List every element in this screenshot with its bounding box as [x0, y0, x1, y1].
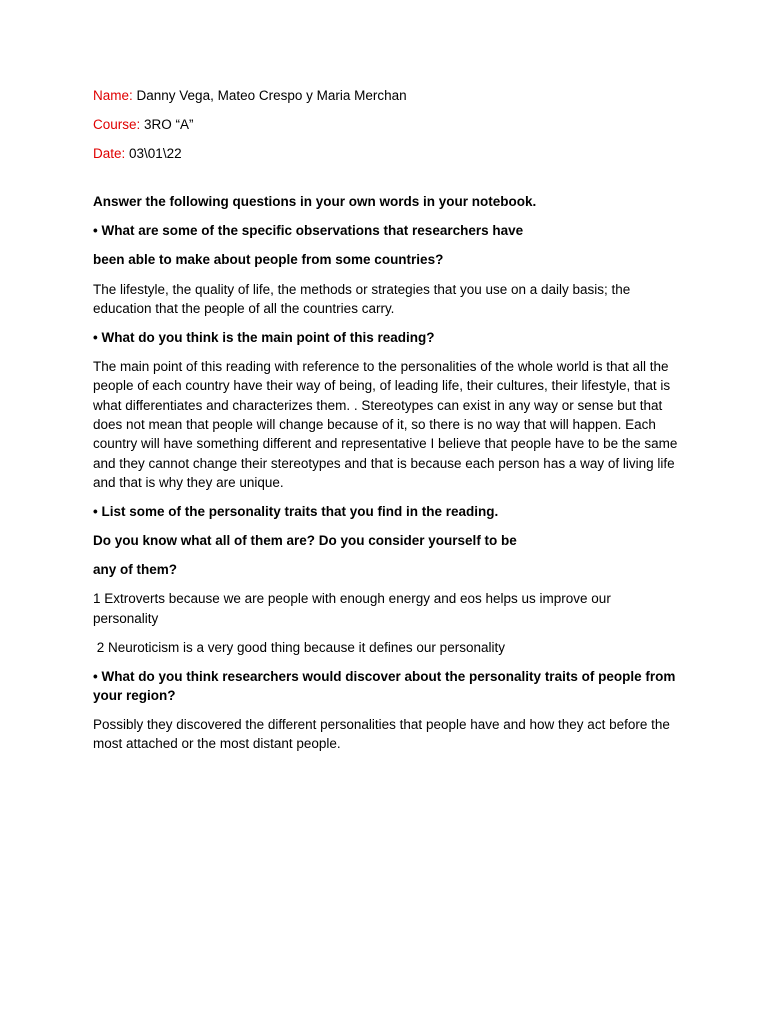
answer-3-item-2: 2 Neuroticism is a very good thing because it defines our personality — [93, 639, 505, 655]
question-2: • What do you think is the main point of this reading? — [93, 329, 435, 345]
question-3-line-2: Do you know what all of them are? Do you consider yourself to be — [93, 533, 517, 549]
answer-4: Possibly they discovered the different personalities that people have and how they act before the most attached or the most distant people. — [93, 717, 670, 752]
document-page — [93, 86, 678, 763]
answer-2: The main point of this reading with reference to the personalities of the whole world is that all the people of each country have their way of being, of leading life, their cultures, their lifestyle, that is what differentiates and characterizes them. . Stereotypes can exist in any way or sense but that does not mean that people will change because of it, so there is no way that will happen. Each country will have something different and representative I believe that people have to be the same and they cannot change their stereotypes and that is because each person has a way of living life and that is why they are unique. — [93, 359, 678, 490]
question-1-line-1: • What are some of the specific observations that researchers have — [93, 223, 524, 239]
answer-1: The lifestyle, the quality of life, the methods or strategies that you use on a daily basis; the education that the people of all the countries carry. — [93, 281, 631, 316]
spacer — [93, 173, 678, 192]
name-value: Danny Vega, Mateo Crespo y Maria Merchan — [132, 88, 407, 103]
course-label: Course: — [93, 117, 141, 133]
date-label: Date: — [93, 146, 126, 162]
instruction-text: Answer the following questions in your own words in your notebook. — [93, 194, 537, 210]
name-label: Name: — [93, 88, 133, 103]
question-4: • What do you think researchers would discover about the personality traits of people from your region? — [93, 668, 676, 703]
answer-3-item-1: 1 Extroverts because we are people with enough energy and eos helps us improve our personality — [93, 591, 611, 626]
question-3-line-3: any of them? — [93, 562, 178, 578]
course-line — [93, 115, 678, 134]
date-value: 03\01\22 — [125, 146, 182, 162]
question-3-line-1: • List some of the personality traits that you find in the reading. — [93, 503, 499, 519]
course-value: 3RO “A” — [140, 117, 194, 133]
date-line — [93, 144, 678, 163]
question-1-line-2: been able to make about people from some countries? — [93, 252, 444, 268]
name-line — [93, 86, 678, 105]
